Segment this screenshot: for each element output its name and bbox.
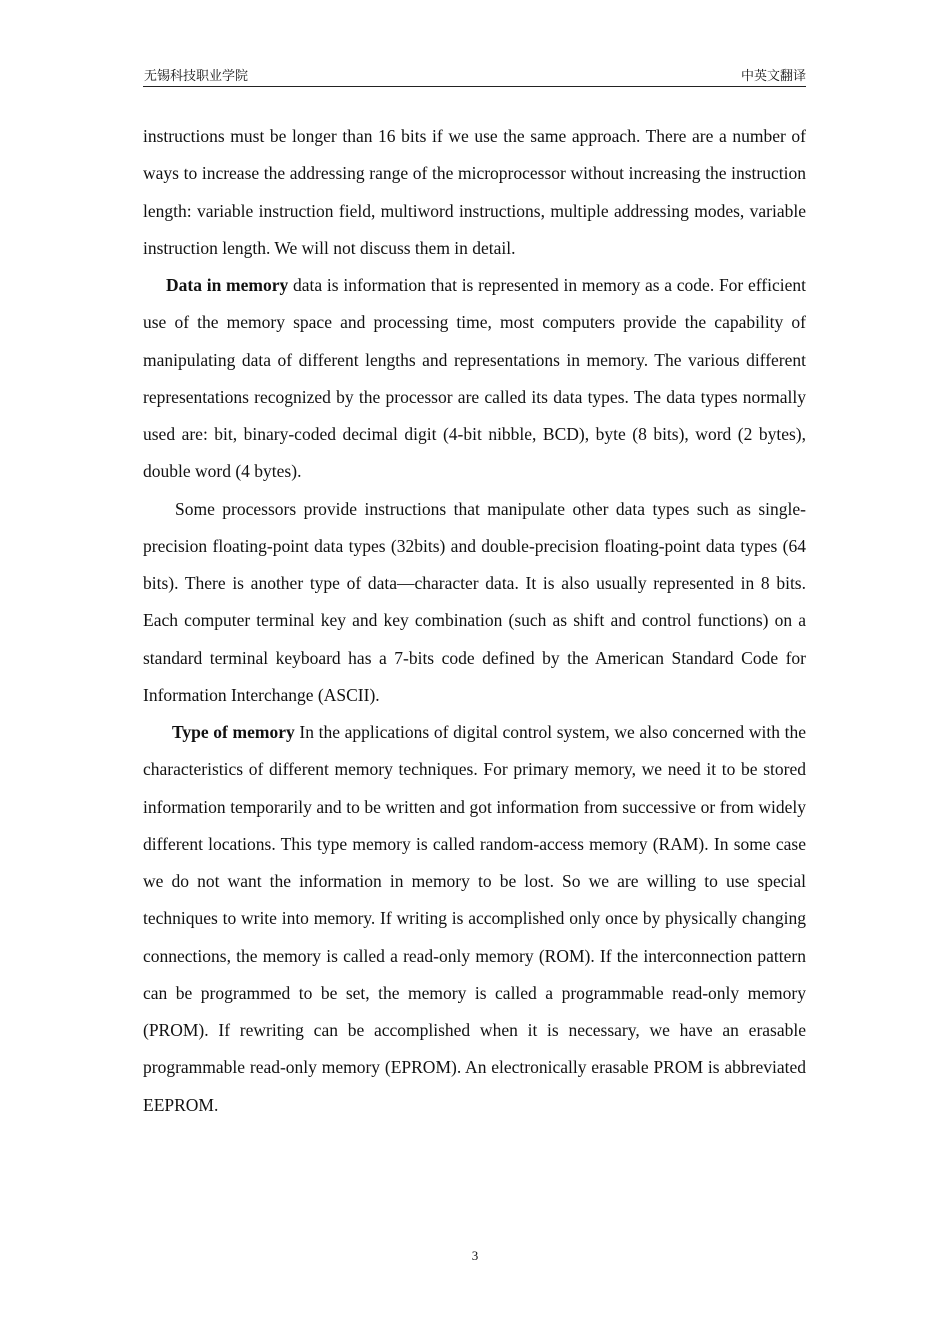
- body-text: [143, 118, 806, 1124]
- paragraph-text: data is information that is represented in memory as a code. For efficient use of the memory space and processing time, most computers provide the capability of manipulating data of different lengths and representations in memory. The various different representations recognized by the processor are called its data types. The data types normally used are: bit, binary-coded decimal digit (4-bit nibble, BCD), byte (8 bits), word (2 bytes), double word (4 bytes).: [143, 275, 806, 482]
- header-doc-type: 中英文翻译: [740, 68, 806, 83]
- page-header: [143, 66, 806, 87]
- paragraph-text: Some processors provide instructions that manipulate other data types such as single-precision floating-point data types (32bits) and double-precision floating-point data types (64 bits). There is another type of data—character data. It is also usually represented in 8 bits. Each computer terminal key and key combination (such as shift and control functions) on a standard terminal keyboard has a 7-bits code defined by the American Standard Code for Information Interchange (ASCII).: [143, 498, 806, 705]
- paragraph-data-types: [143, 491, 806, 715]
- paragraph-text: instructions must be longer than 16 bits if we use the same approach. There are a number of ways to increase the addressing range of the microprocessor without increasing the instruction length: variable instruction field, multiword instructions, multiple addressing modes, variable instruction length. We will not discuss them in detail.: [143, 126, 806, 258]
- paragraph-addressing: [143, 118, 806, 267]
- paragraph-term: Data in memory: [166, 275, 289, 295]
- paragraph-text: In the applications of digital control system, we also concerned with the characteristics of different memory techniques. For primary memory, we need it to be stored information temporarily and to be written and got information from successive or from widely different locations. This type memory is called random-access memory (RAM). In some case we do not want the information in memory to be lost. So we are willing to use special techniques to write into memory. If writing is accomplished only once by physically changing connections, the memory is called a read-only memory (ROM). If the interconnection pattern can be programmed to be set, the memory is called a programmable read-only memory (PROM). If rewriting can be accomplished when it is necessary, we have an erasable programmable read-only memory (EPROM). An electronically erasable PROM is abbreviated EEPROM.: [143, 722, 806, 1115]
- page-number: 3: [471, 1248, 479, 1263]
- header-institution: 无锡科技职业学院: [144, 68, 249, 83]
- paragraph-data-in-memory: [143, 267, 806, 491]
- paragraph-type-of-memory: [143, 714, 806, 1124]
- paragraph-term: Type of memory: [172, 722, 295, 742]
